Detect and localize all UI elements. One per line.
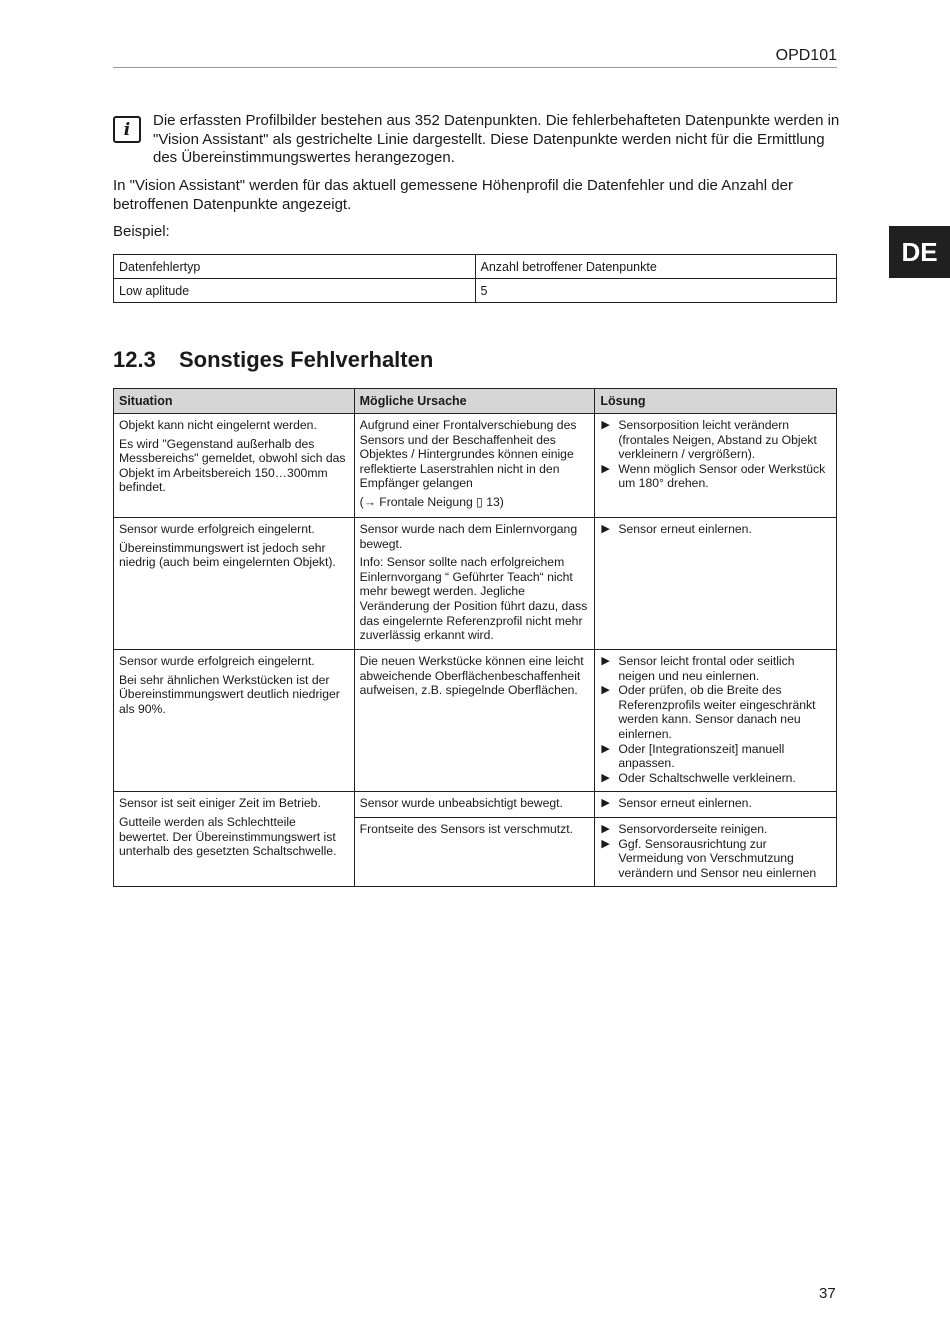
table-row: [114, 518, 837, 650]
troubleshooting-table: [113, 388, 837, 887]
table-row: [114, 279, 837, 303]
cell-text: (→ Frontale Neigung ▯ 13): [359, 494, 504, 509]
example-table: [113, 254, 837, 303]
solution-cell: [595, 414, 837, 518]
step-text: Sensor erneut einlernen.: [618, 796, 752, 811]
cell-text: Es wird "Gegenstand außerhalb des Messbereichs" gemeldet, obwohl sich das Objekt im Arbeitsbereich 150…300mm befindet.: [119, 436, 346, 495]
cell-text: Objekt kann nicht eingelernt werden.: [119, 418, 317, 432]
cell-text: Sensor wurde nach dem Einlernvorgang bewegt.: [359, 522, 578, 551]
cell-text: Die neuen Werkstücke können eine leicht abweichende Oberflächenbeschaffenheit aufweisen, z.B. spiegelnde Oberflächen.: [359, 654, 584, 698]
cell-text: Gutteile werden als Schlechtteile bewertet. Der Übereinstimmungswert ist unterhalb des gesetzten Schaltschwelle.: [119, 814, 337, 859]
step-text: Sensorposition leicht verändern (frontales Neigen, Abstand zu Objekt verkleinern / vergrößern).: [618, 418, 817, 462]
step-text: Oder Schaltschwelle verkleinern.: [618, 770, 796, 785]
section-heading: [113, 347, 433, 373]
paragraph-example: Beispiel:: [113, 223, 170, 240]
page-number: 37: [819, 1285, 836, 1302]
situation-cell: [114, 518, 355, 650]
table-row: [114, 650, 837, 792]
arrow-icon: ▶: [601, 837, 610, 850]
solution-cell: [595, 518, 837, 650]
cause-cell: [354, 518, 595, 650]
situation-cell: [114, 792, 355, 887]
column-header-cause: Mögliche Ursache: [354, 389, 595, 414]
arrow-icon: ▶: [601, 419, 610, 431]
step-item: [600, 654, 831, 683]
step-item: [600, 742, 831, 771]
cell-text: Sensor wurde unbeabsichtigt bewegt.: [359, 796, 563, 811]
cause-cell: [354, 414, 595, 518]
step-text: Oder [Integrationszeit] manuell anpassen.: [618, 741, 785, 771]
cell-text: Übereinstimmungswert ist jedoch sehr niedrig (auch beim eingelernten Objekt).: [119, 540, 336, 570]
step-item: [600, 822, 831, 837]
step-item: [600, 462, 831, 491]
section-number: 12.3: [113, 347, 156, 372]
step-text: Sensorvorderseite reinigen.: [618, 821, 768, 836]
language-tab: DE: [889, 226, 950, 278]
step-item: [600, 522, 831, 537]
solution-cell: [595, 792, 837, 818]
cell-text: Aufgrund einer Frontalverschiebung des Sensors und der Beschaffenheit des Objektes / Hintergrundes können einige reflektierte Laserstrahlen nicht in den Empfänger gelangen: [359, 418, 577, 491]
step-text: Sensor leicht frontal oder seitlich neigen und neu einlernen.: [618, 654, 795, 683]
product-name: OPD101: [775, 47, 837, 64]
header-rule: [113, 67, 837, 68]
arrow-icon: ▶: [601, 742, 610, 755]
cell-text: Bei sehr ähnlichen Werkstücken ist der Übereinstimmungswert deutlich niedriger als 90%.: [119, 672, 340, 716]
situation-cell: [114, 650, 355, 792]
section-title: Sonstiges Fehlverhalten: [179, 347, 434, 372]
cell-text: Frontseite des Sensors ist verschmutzt.: [359, 821, 573, 836]
solution-cell: [595, 650, 837, 792]
cell-text: Sensor wurde erfolgreich eingelernt.: [119, 522, 315, 536]
arrow-icon: ▶: [601, 462, 610, 475]
info-note-text: Die erfassten Profilbilder bestehen aus 352 Datenpunkten. Die fehlerbehafteten Datenpunkte werden in "Vision Assistant" als gestrichelte Linie dargestellt. Diese Datenpunkte werden nicht für die Ermittlung des Übereinstimmungswertes herangezogen.: [153, 112, 840, 166]
step-text: Oder prüfen, ob die Breite des Referenzprofils weiter eingeschränkt werden kann. Sensor danach neu einlernen.: [618, 683, 816, 741]
cell-text: Info: Sensor sollte nach erfolgreichem Einlernvorgang “ Geführter Teach“ nicht mehr bewegt werden. Jegliche Veränderung der Position führt dazu, dass das eingelernte Referenzprofil nicht mehr zuverlässig erkannt wird.: [359, 555, 588, 643]
table-cell: Anzahl betroffener Datenpunkte: [475, 255, 837, 279]
step-item: [600, 418, 831, 462]
arrow-icon: ▶: [601, 684, 610, 697]
solution-cell: [595, 817, 837, 886]
cause-cell: [354, 792, 595, 818]
arrow-icon: ▶: [601, 797, 610, 810]
cell-text: Sensor ist seit einiger Zeit im Betrieb.: [119, 796, 321, 811]
arrow-icon: ▶: [601, 771, 610, 784]
table-row: [114, 414, 837, 518]
arrow-icon: ▶: [601, 822, 610, 835]
table-cell: Datenfehlertyp: [114, 255, 476, 279]
cell-text: Sensor wurde erfolgreich eingelernt.: [119, 654, 315, 668]
table-row: [114, 792, 837, 818]
table-cell: Low aplitude: [114, 279, 476, 303]
step-item: [600, 771, 831, 786]
cause-cell: [354, 650, 595, 792]
situation-cell: [114, 414, 355, 518]
arrow-icon: ▶: [601, 523, 610, 535]
step-text: Wenn möglich Sensor oder Werkstück um 180° drehen.: [618, 461, 826, 491]
arrow-icon: ▶: [601, 655, 610, 667]
table-row: [114, 255, 837, 279]
step-item: [600, 796, 831, 811]
step-text: Ggf. Sensorausrichtung zur Vermeidung von Verschmutzung verändern und Sensor neu einlernen: [618, 836, 817, 880]
paragraph-data-errors: In "Vision Assistant" werden für das aktuell gemessene Höhenprofil die Datenfehler und die Anzahl der betroffenen Datenpunkte angezeigt.: [113, 177, 793, 213]
cause-cell: [354, 817, 595, 886]
step-item: [600, 837, 831, 881]
column-header-situation: Situation: [114, 389, 355, 414]
table-header-row: [114, 389, 837, 414]
info-icon: i: [113, 116, 141, 143]
step-item: [600, 683, 831, 741]
step-text: Sensor erneut einlernen.: [618, 522, 752, 536]
column-header-solution: Lösung: [595, 389, 837, 414]
table-cell: 5: [475, 279, 837, 303]
